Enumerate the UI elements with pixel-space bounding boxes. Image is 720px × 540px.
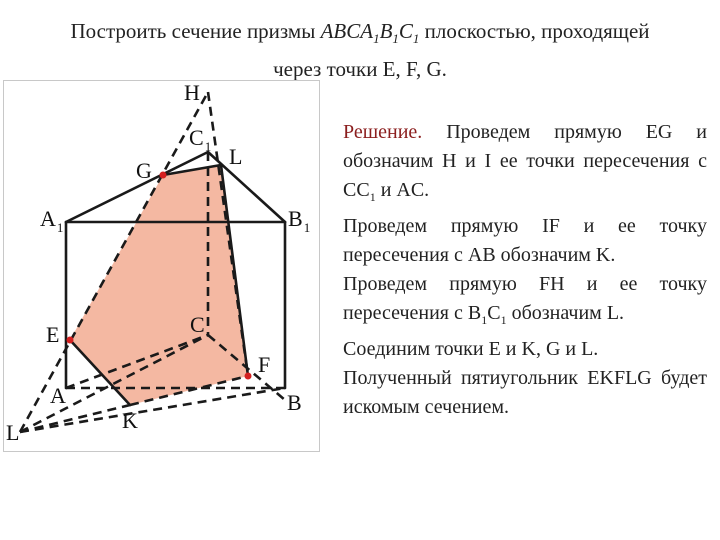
point-g [160, 172, 167, 179]
label-h: H [184, 80, 200, 105]
label-b1: $B_1$ [288, 206, 311, 235]
label-a: A [50, 383, 66, 408]
title-line-1: Построить сечение призмы $ABCA_1B_1C_1$ плоскостью, проходящей [70, 19, 650, 47]
label-c1: $C_1$ [189, 125, 212, 154]
prism-figure [0, 80, 330, 460]
title-line-2: через точки E, F, G. [273, 57, 447, 82]
solution-paragraph-4: Соединим точки E и K, G и L. [343, 338, 599, 360]
label-l-bottom: L [6, 420, 20, 445]
label-a1: $A_1$ [40, 206, 64, 235]
label-f: F [258, 352, 271, 377]
label-e: E [46, 322, 60, 347]
point-e [67, 337, 74, 344]
label-l-top: L [229, 144, 243, 169]
label-c: C [190, 312, 205, 337]
slide-title [10, 16, 710, 84]
solution-paragraph-5: Полученный пятиугольник EKFLG будет искомым сечением. [343, 367, 707, 418]
label-k: K [122, 408, 138, 433]
solution-lead: Решение. [343, 121, 423, 143]
solution-paragraph-2: Проведем прямую IF и ее точку пересечения с AB обозначим K. [343, 215, 707, 266]
solution-text [343, 118, 707, 422]
solution-paragraph-1: Решение. Проведем прямую EG и обозначим H и I ее точки пересечения с $CC_1$ и AC. [343, 121, 707, 204]
solution-paragraph-3: Проведем прямую FH и ее точку пересечения с $B_1C_1$ обозначим L. [343, 273, 707, 327]
label-b: B [287, 390, 302, 415]
label-g: G [136, 158, 152, 183]
point-f [245, 373, 252, 380]
